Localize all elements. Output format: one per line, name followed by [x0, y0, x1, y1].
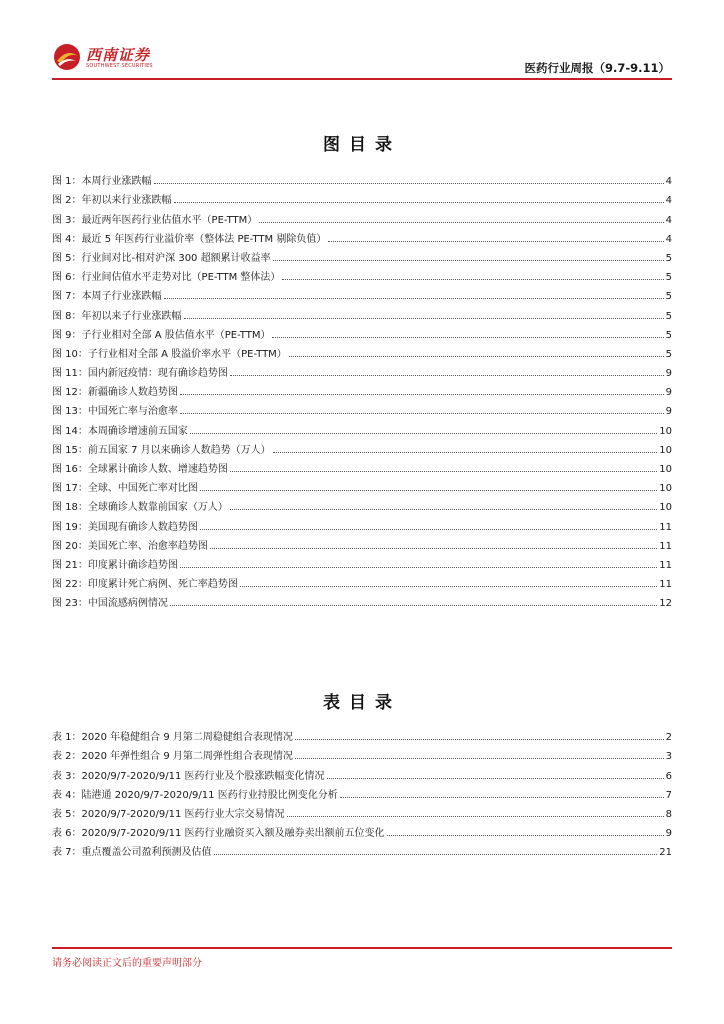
figure-list-entry[interactable] [52, 456, 672, 475]
toc-entry-label: 图 17：全球、中国死亡率对比图 [52, 483, 198, 495]
dot-leader [289, 356, 664, 357]
dot-leader [295, 739, 664, 740]
toc-page-number: 5 [665, 310, 672, 322]
dot-leader [259, 222, 663, 223]
dot-leader [180, 394, 664, 395]
disclaimer-note: 请务必阅读正文后的重要声明部分 [52, 958, 202, 969]
dot-leader [200, 529, 657, 530]
dot-leader [180, 567, 657, 568]
figure-list-entry[interactable] [52, 379, 672, 398]
figure-list-entry[interactable] [52, 494, 672, 513]
toc-page-number: 7 [665, 789, 672, 801]
figure-list-entry[interactable] [52, 206, 672, 225]
dot-leader [273, 260, 664, 261]
dot-leader [282, 279, 663, 280]
dot-leader [387, 835, 664, 836]
toc-page-number: 10 [659, 483, 672, 495]
dot-leader [328, 241, 663, 242]
toc-entry-label: 图 21：印度累计确诊趋势图 [52, 559, 178, 571]
dot-leader [295, 758, 664, 759]
figure-list-entry[interactable] [52, 417, 672, 436]
figure-list-entry[interactable] [52, 552, 672, 571]
dot-leader [180, 413, 664, 414]
toc-page-number: 10 [659, 425, 672, 437]
toc-page-number: 4 [665, 214, 672, 226]
toc-entry-label: 图 18：全球确诊人数靠前国家（万人） [52, 502, 228, 514]
figure-list-entry[interactable] [52, 341, 672, 360]
toc-entry-label: 表 2：2020 年弹性组合 9 月第二周弹性组合表现情况 [52, 751, 293, 763]
dot-leader [164, 298, 664, 299]
figure-list-entry[interactable] [52, 322, 672, 341]
toc-page-number: 5 [665, 291, 672, 303]
dot-leader [170, 605, 657, 606]
page-header [0, 0, 724, 80]
header-divider [52, 78, 672, 80]
dot-leader [190, 433, 657, 434]
toc-page-number: 2 [665, 732, 672, 744]
toc-page-number: 11 [659, 521, 672, 533]
table-list-entry[interactable] [52, 801, 672, 820]
table-list-entry[interactable] [52, 782, 672, 801]
toc-page-number: 4 [665, 195, 672, 207]
dot-leader [230, 509, 657, 510]
dot-leader [230, 375, 664, 376]
toc-entry-label: 图 3：最近两年医药行业估值水平（PE-TTM） [52, 214, 258, 226]
toc-entry-label: 表 7：重点覆盖公司盈利预测及估值 [52, 847, 212, 859]
dot-leader [240, 586, 657, 587]
table-list-title: 表目录 [323, 693, 401, 713]
table-list-entry[interactable] [52, 743, 672, 762]
toc-entry-label: 图 12：新疆确诊人数趋势图 [52, 387, 178, 399]
toc-page-number: 4 [665, 176, 672, 188]
table-list-entry[interactable] [52, 762, 672, 781]
toc-entry-label: 图 13：中国死亡率与治愈率 [52, 406, 178, 418]
figure-list-entry[interactable] [52, 475, 672, 494]
figure-list-entry[interactable] [52, 226, 672, 245]
toc-page-number: 5 [665, 348, 672, 360]
table-list-entry[interactable] [52, 724, 672, 743]
toc-page-number: 9 [665, 368, 672, 380]
company-logo [52, 42, 162, 74]
dot-leader [327, 778, 664, 779]
figure-list-entry[interactable] [52, 513, 672, 532]
figure-list-title: 图目录 [323, 135, 401, 155]
dot-leader [287, 816, 664, 817]
toc-entry-label: 图 15：前五国家 7 月以来确诊人数趋势（万人） [52, 444, 271, 456]
toc-page-number: 10 [659, 464, 672, 475]
toc-page-number: 6 [665, 770, 672, 782]
footer-divider [52, 947, 672, 949]
toc-page-number: 10 [659, 502, 672, 514]
figure-list-entry[interactable] [52, 187, 672, 206]
logo-text-en: SOUTHWEST SECURITIES [86, 63, 153, 69]
toc-entry-label: 图 7：本周子行业涨跌幅 [52, 291, 162, 303]
toc-entry-label: 图 10：子行业相对全部 A 股溢价率水平（PE-TTM） [52, 348, 287, 360]
toc-page-number: 5 [665, 329, 672, 341]
dot-leader [154, 183, 664, 184]
figure-list-entry[interactable] [52, 283, 672, 302]
dot-leader [273, 452, 658, 453]
toc-entry-label: 图 19：美国现有确诊人数趋势图 [52, 521, 198, 533]
table-list-entry[interactable] [52, 839, 672, 858]
figure-list-entry[interactable] [52, 302, 672, 321]
figure-list-entry[interactable] [52, 533, 672, 552]
dot-leader [340, 797, 664, 798]
toc-entry-label: 图 1：本周行业涨跌幅 [52, 176, 152, 188]
toc-page-number: 10 [659, 444, 672, 456]
toc-entry-label: 图 20：美国死亡率、治愈率趋势图 [52, 540, 208, 552]
toc-entry-label: 表 1：2020 年稳健组合 9 月第二周稳健组合表现情况 [52, 732, 293, 744]
figure-list-entry[interactable] [52, 437, 672, 456]
toc-page-number: 11 [659, 559, 672, 571]
logo-mark-icon [52, 42, 82, 72]
table-list [52, 724, 672, 858]
toc-page-number: 8 [665, 808, 672, 820]
toc-entry-label: 图 14：本周确诊增速前五国家 [52, 425, 188, 437]
dot-leader [230, 471, 657, 472]
toc-entry-label: 表 3：2020/9/7-2020/9/11 医药行业及个股涨跌幅变化情况 [52, 770, 325, 782]
logo-text-cn: 西南证券 [86, 46, 151, 64]
toc-entry-label: 图 11：国内新冠疫情：现有确诊趋势图 [52, 368, 228, 380]
toc-page-number: 5 [665, 252, 672, 264]
toc-page-number: 9 [665, 406, 672, 418]
toc-page-number: 12 [659, 598, 672, 610]
figure-list-entry[interactable] [52, 264, 672, 283]
toc-entry-label: 表 5：2020/9/7-2020/9/11 医药行业大宗交易情况 [52, 808, 285, 820]
toc-entry-label: 图 23：中国流感病例情况 [52, 598, 168, 610]
toc-entry-label: 图 16：全球累计确诊人数、增速趋势图 [52, 464, 228, 475]
toc-page-number: 3 [665, 751, 672, 763]
toc-entry-label: 图 22：印度累计死亡病例、死亡率趋势图 [52, 579, 238, 591]
toc-page-number: 9 [665, 828, 672, 840]
dot-leader [174, 202, 664, 203]
toc-page-number: 4 [665, 233, 672, 245]
figure-list-entry[interactable] [52, 398, 672, 417]
dot-leader [184, 318, 664, 319]
toc-page-number: 21 [659, 847, 672, 859]
toc-entry-label: 表 4：陆港通 2020/9/7-2020/9/11 医药行业持股比例变化分析 [52, 789, 338, 801]
figure-list-entry[interactable] [52, 168, 672, 187]
dot-leader [200, 490, 657, 491]
toc-entry-label: 图 6：行业间估值水平走势对比（PE-TTM 整体法） [52, 272, 281, 284]
figure-list [52, 168, 672, 609]
dot-leader [214, 854, 658, 855]
dot-leader [272, 337, 663, 338]
figure-list-entry[interactable] [52, 245, 672, 264]
figure-list-entry[interactable] [52, 571, 672, 590]
figure-list-entry[interactable] [52, 360, 672, 379]
toc-page-number: 5 [665, 272, 672, 284]
toc-page-number: 9 [665, 387, 672, 399]
table-list-entry[interactable] [52, 820, 672, 839]
toc-entry-label: 图 2：年初以来行业涨跌幅 [52, 195, 172, 207]
dot-leader [210, 548, 657, 549]
toc-entry-label: 图 9：子行业相对全部 A 股估值水平（PE-TTM） [52, 329, 271, 341]
toc-entry-label: 表 6：2020/9/7-2020/9/11 医药行业融资买入额及融券卖出额前五位变化 [52, 828, 385, 840]
toc-page-number: 11 [659, 540, 672, 552]
toc-entry-label: 图 5：行业间对比-相对沪深 300 超额累计收益率 [52, 252, 271, 264]
toc-entry-label: 图 4：最近 5 年医药行业溢价率（整体法 PE-TTM 剔除负值） [52, 233, 327, 245]
report-title: 医药行业周报（9.7-9.11） [524, 61, 670, 75]
toc-page-number: 11 [659, 579, 672, 591]
toc-entry-label: 图 8：年初以来子行业涨跌幅 [52, 310, 182, 322]
figure-list-entry[interactable] [52, 590, 672, 609]
